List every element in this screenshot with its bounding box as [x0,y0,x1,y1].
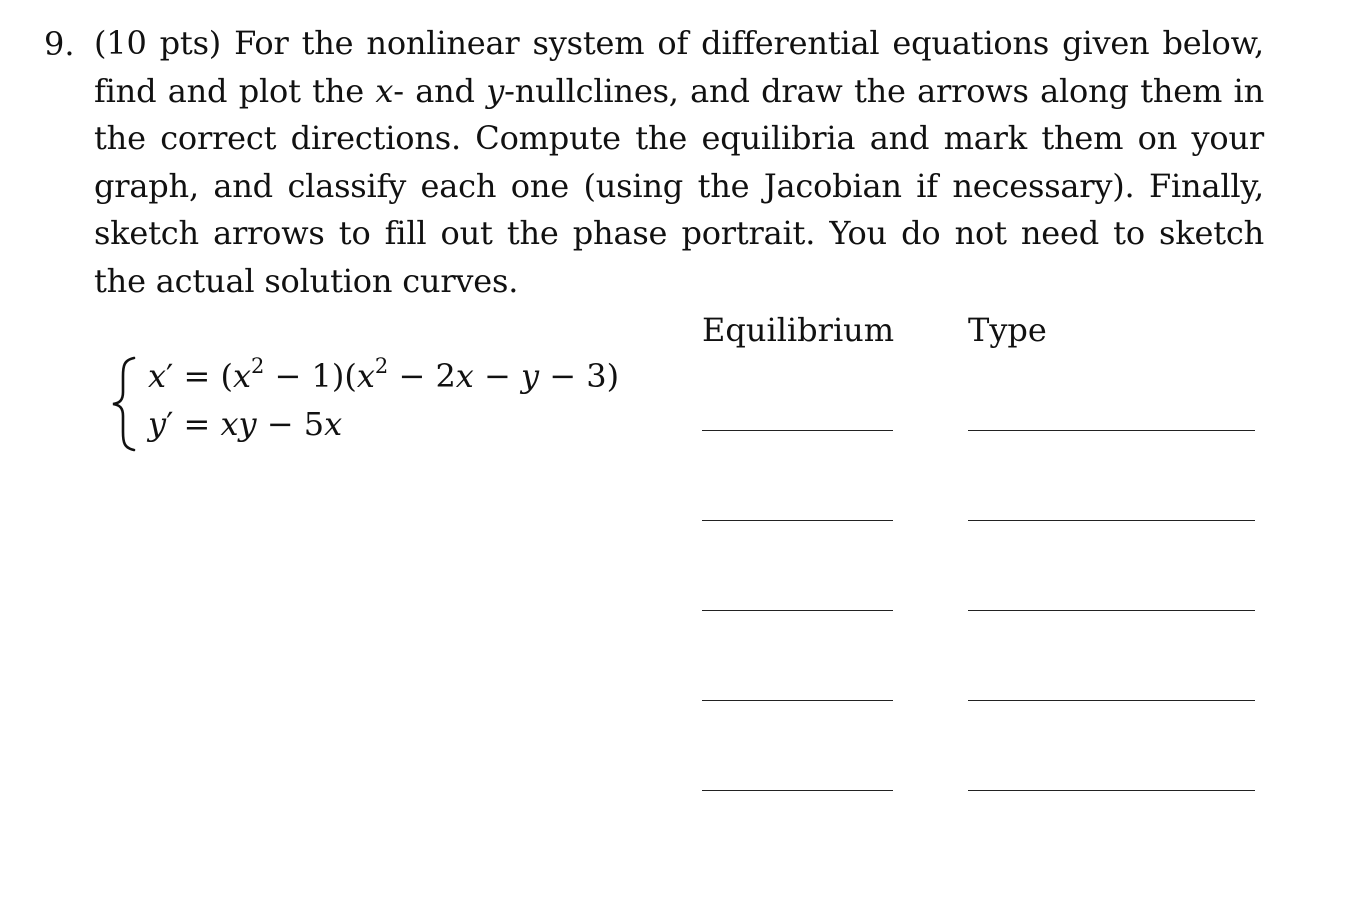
problem-9 [44,20,1264,305]
equilibrium-answer-line[interactable] [702,520,893,521]
equation-system [108,352,668,462]
statement-line: the actual solution curves. [94,261,519,300]
equation-x-prime: $x' = (x^2 - 1)(x^2 - 2x - y - 3)$ [148,354,620,395]
equilibrium-answer-line[interactable] [702,790,893,791]
problem-number: 9. [44,25,75,63]
type-answer-line[interactable] [968,700,1255,701]
type-answer-line[interactable] [968,610,1255,611]
type-header: Type [968,311,1047,349]
equation-y-prime: y′ = xy − 5x [148,405,343,443]
equilibrium-answer-line[interactable] [702,610,893,611]
statement-line: (10 pts) For the nonlinear system of differential equations given below, [94,24,1264,62]
equilibrium-header: Equilibrium [702,311,895,349]
equilibrium-answer-line[interactable] [702,700,893,701]
statement-line: graph, and classify each one (using the Jacobian if necessary). Finally, [94,166,1264,205]
math-variable: x [375,71,394,110]
type-answer-line[interactable] [968,430,1255,431]
statement-line: the correct directions. Compute the equilibria and mark them on your [94,119,1264,157]
type-answer-line[interactable] [968,520,1255,521]
statement-line: sketch arrows to fill out the phase portrait. You do not need to sketch [94,214,1264,252]
math-variable: y [486,71,505,110]
type-answer-line[interactable] [968,790,1255,791]
equilibrium-answer-line[interactable] [702,430,893,431]
statement-line: find and plot the x- and y-nullclines, and draw the arrows along them in [94,71,1264,110]
problem-statement [94,20,1264,305]
left-brace-icon [108,354,142,454]
